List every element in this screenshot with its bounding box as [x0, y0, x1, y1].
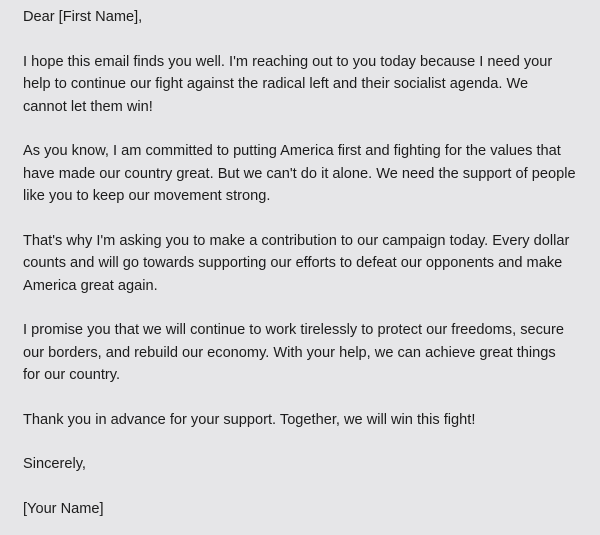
email-paragraph: That's why I'm asking you to make a contribution to our campaign today. Every dollar counts and will go towards supporting our efforts to defeat our opponents and make America great again. — [23, 232, 570, 294]
email-paragraph: As you know, I am committed to putting America first and fighting for the values that have made our country great. But we can't do it alone. We need the support of people like you to keep our movement strong. — [23, 143, 576, 204]
email-signature: [Your Name] — [23, 500, 104, 517]
email-greeting: Dear [First Name], — [23, 9, 143, 25]
email-paragraph: Thank you in advance for your support. Together, we will win this fight! — [23, 411, 476, 428]
email-paragraph: I hope this email finds you well. I'm reaching out to you today because I need your help to continue our fight against the radical left and their socialist agenda. We cannot let them win! — [23, 53, 553, 115]
email-closing: Sincerely, — [23, 456, 86, 472]
email-paragraph: I promise you that we will continue to work tirelessly to protect our freedoms, secure our borders, and rebuild our economy. With your help, we can achieve great things for our country. — [23, 322, 565, 383]
